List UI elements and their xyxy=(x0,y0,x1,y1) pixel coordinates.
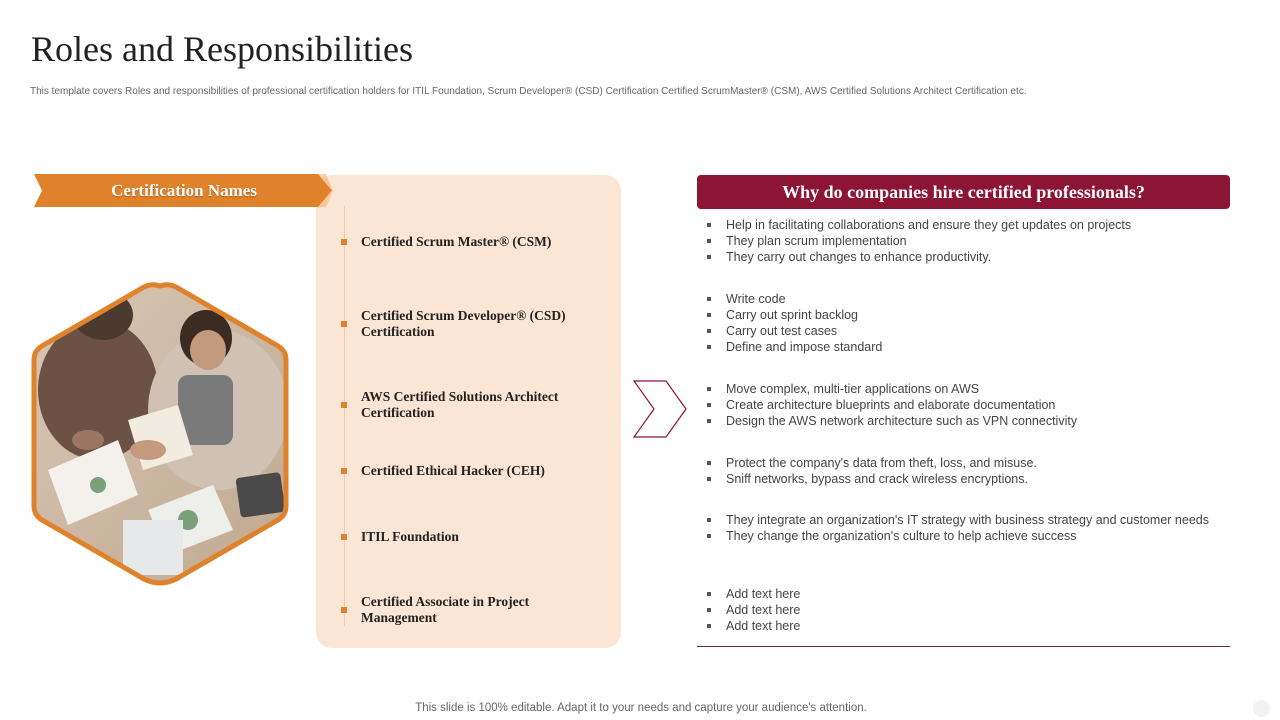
list-item: Write code xyxy=(707,291,882,307)
why-hire-group-ceh xyxy=(707,455,1037,487)
square-bullet-icon xyxy=(341,468,347,474)
certification-item-csm xyxy=(341,234,601,250)
list-item: Sniff networks, bypass and crack wireless encryptions. xyxy=(707,471,1037,487)
square-bullet-icon xyxy=(341,607,347,613)
list-item: They change the organization's culture to help achieve success xyxy=(707,528,1209,544)
certification-label: AWS Certified Solutions Architect Certification xyxy=(361,389,559,420)
corner-dot-icon xyxy=(1253,700,1270,717)
list-item: Carry out sprint backlog xyxy=(707,307,882,323)
square-bullet-icon xyxy=(341,402,347,408)
list-item: Create architecture blueprints and elaborate documentation xyxy=(707,397,1077,413)
square-bullet-icon xyxy=(341,239,347,245)
slide-footer: This slide is 100% editable. Adapt it to your needs and capture your audience's attention. xyxy=(415,702,867,714)
slide-title: Roles and Responsibilities xyxy=(31,29,413,69)
why-hire-group-csm xyxy=(707,217,1131,265)
list-item: They integrate an organization's IT strategy with business strategy and customer needs xyxy=(707,512,1209,528)
certification-label: Certified Associate in Project Management xyxy=(361,594,530,625)
square-bullet-icon xyxy=(341,534,347,540)
list-item: They plan scrum implementation xyxy=(707,233,1131,249)
certification-label: ITIL Foundation xyxy=(361,529,459,544)
square-bullet-icon xyxy=(341,321,347,327)
why-hire-group-capm xyxy=(707,586,800,634)
why-hire-group-aws xyxy=(707,381,1077,429)
certification-heading: Certification Names xyxy=(111,181,257,200)
business-meeting-photo xyxy=(28,280,292,586)
certification-item-itil xyxy=(341,529,601,545)
certification-banner xyxy=(34,174,334,207)
list-item: Define and impose standard xyxy=(707,339,882,355)
certification-item-capm xyxy=(341,594,601,626)
slide-subtitle: This template covers Roles and responsibilities of professional certification holders for ITIL Foundation, Scrum Developer® (CSD) Certification Certified ScrumMaster® (CSM), AWS Certified Solutions Architect Certification etc. xyxy=(30,86,1027,97)
list-item: Protect the company's data from theft, loss, and misuse. xyxy=(707,455,1037,471)
why-hire-group-itil xyxy=(707,512,1209,544)
list-item: They carry out changes to enhance productivity. xyxy=(707,249,1131,265)
certification-item-csd xyxy=(341,308,601,340)
certification-label: Certified Ethical Hacker (CEH) xyxy=(361,463,545,478)
list-item: Design the AWS network architecture such as VPN connectivity xyxy=(707,413,1077,429)
certification-item-ceh xyxy=(341,463,601,479)
certification-label: Certified Scrum Master® (CSM) xyxy=(361,234,552,249)
list-item: Add text here xyxy=(707,602,800,618)
chevron-right-icon xyxy=(632,380,690,438)
why-hire-heading: Why do companies hire certified professionals? xyxy=(697,175,1230,209)
why-hire-group-csd xyxy=(707,291,882,355)
list-item: Add text here xyxy=(707,586,800,602)
certification-item-aws xyxy=(341,389,601,421)
certification-label: Certified Scrum Developer® (CSD) Certification xyxy=(361,308,566,339)
list-item: Add text here xyxy=(707,618,800,634)
list-item: Move complex, multi-tier applications on AWS xyxy=(707,381,1077,397)
divider xyxy=(697,646,1230,647)
list-item: Help in facilitating collaborations and ensure they get updates on projects xyxy=(707,217,1131,233)
list-item: Carry out test cases xyxy=(707,323,882,339)
